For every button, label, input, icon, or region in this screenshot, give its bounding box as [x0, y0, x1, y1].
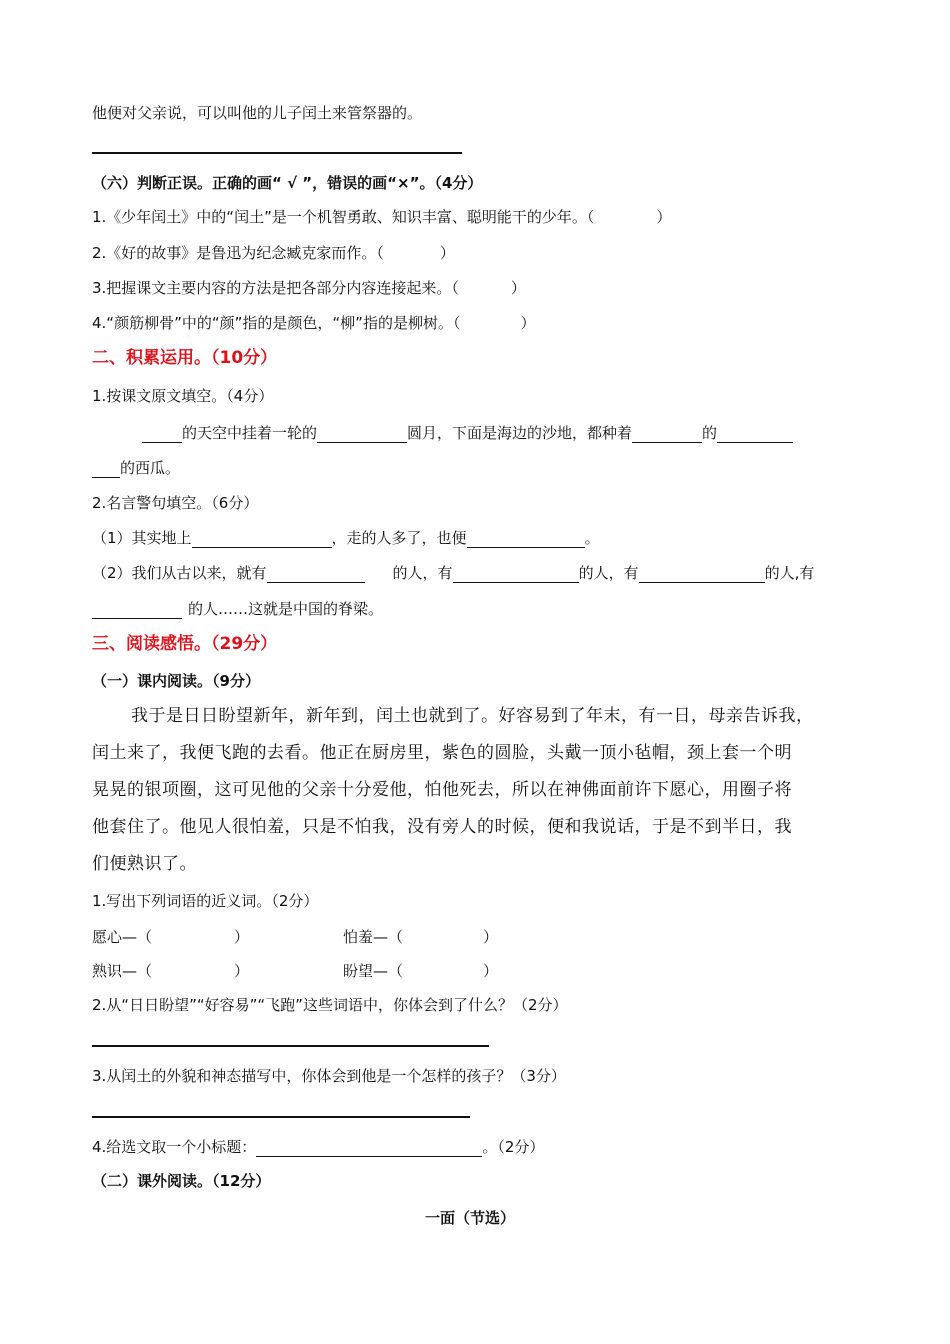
passage-line: 们便熟识了。: [92, 854, 197, 874]
blank[interactable]: [267, 566, 365, 583]
judge-item-2: 2.《好的故事》是鲁迅为纪念臧克家而作。（ ）: [92, 244, 455, 262]
synonym-item: 愿心—（ ）: [92, 928, 250, 946]
quote-line-3: 的人……这就是中国的脊梁。: [92, 599, 383, 619]
section-title: （六）判断正误。正确的画“ √ ”，错误的画“×”。（4分）: [92, 174, 483, 192]
blank[interactable]: [92, 461, 120, 478]
fill-line-1: 的天空中挂着一轮的 圆月，下面是海边的沙地，都种着 的: [142, 423, 793, 443]
question-title: 1.写出下列词语的近义词。（2分）: [92, 892, 319, 910]
blank[interactable]: [717, 426, 793, 443]
blank[interactable]: [92, 602, 182, 619]
judge-item-3: 3.把握课文主要内容的方法是把各部分内容连接起来。（ ）: [92, 279, 526, 297]
synonym-item: 熟识—（ ）: [92, 962, 250, 980]
blank[interactable]: [192, 531, 332, 548]
text-line: 他便对父亲说，可以叫他的儿子闰土来管祭器的。: [92, 104, 423, 122]
question-title: 3.从闰土的外貌和神态描写中，你体会到他是一个怎样的孩子？（3分）: [92, 1067, 566, 1085]
blank[interactable]: [453, 566, 579, 583]
question-title: 2.从“日日盼望”“好容易”“飞跑”这些词语中，你体会到了什么？（2分）: [92, 996, 568, 1014]
answer-line[interactable]: [92, 1116, 470, 1118]
blank[interactable]: [317, 426, 407, 443]
part-title: 三、阅读感悟。（29分）: [92, 634, 278, 654]
sub-section-title: （二）课外阅读。（12分）: [92, 1172, 271, 1190]
synonym-item: 怕羞—（ ）: [343, 928, 499, 946]
judge-item-4: 4.“颜筋柳骨”中的“颜”指的是颜色，“柳”指的是柳树。（ ）: [92, 314, 536, 332]
passage-line: 晃晃的银项圈，这可见他的父亲十分爱他，怕他死去，所以在神佛面前许下愿心，用圈子将: [92, 780, 792, 800]
blank[interactable]: [142, 426, 182, 443]
answer-line[interactable]: [92, 152, 462, 154]
blank[interactable]: [639, 566, 765, 583]
passage-line: 我于是日日盼望新年，新年到，闰土也就到了。好容易到了年末，有一日，母亲告诉我，: [131, 706, 814, 726]
blank[interactable]: [467, 531, 585, 548]
passage-line: 他套住了。他见人很怕羞，只是不怕我，没有旁人的时候，便和我说话，于是不到半日，我: [92, 817, 792, 837]
question-title: 1.按课文原文填空。（4分）: [92, 387, 274, 405]
question-title: 2.名言警句填空。（6分）: [92, 494, 259, 512]
fill-line-2: 的西瓜。: [92, 458, 180, 478]
article-title: 一面（节选）: [425, 1209, 516, 1227]
blank[interactable]: [632, 426, 702, 443]
blank[interactable]: [256, 1140, 482, 1157]
synonym-item: 盼望—（ ）: [343, 962, 499, 980]
question-title: 4.给选文取一个小标题： 。（2分）: [92, 1138, 545, 1156]
quote-line-1: （1）其实地上 ，走的人多了，也便 。: [92, 529, 600, 547]
quote-line-2: （2）我们从古以来，就有 的人，有 的人，有 的人,有: [92, 564, 815, 582]
sub-section-title: （一）课内阅读。（9分）: [92, 672, 260, 690]
answer-line[interactable]: [92, 1045, 489, 1047]
judge-item-1: 1.《少年闰土》中的“闰土”是一个机智勇敢、知识丰富、聪明能干的少年。（ ）: [92, 208, 672, 226]
passage-line: 闰土来了，我便飞跑的去看。他正在厨房里，紫色的圆脸，头戴一顶小毡帽，颈上套一个明: [92, 743, 792, 763]
part-title: 二、积累运用。（10分）: [92, 348, 278, 368]
